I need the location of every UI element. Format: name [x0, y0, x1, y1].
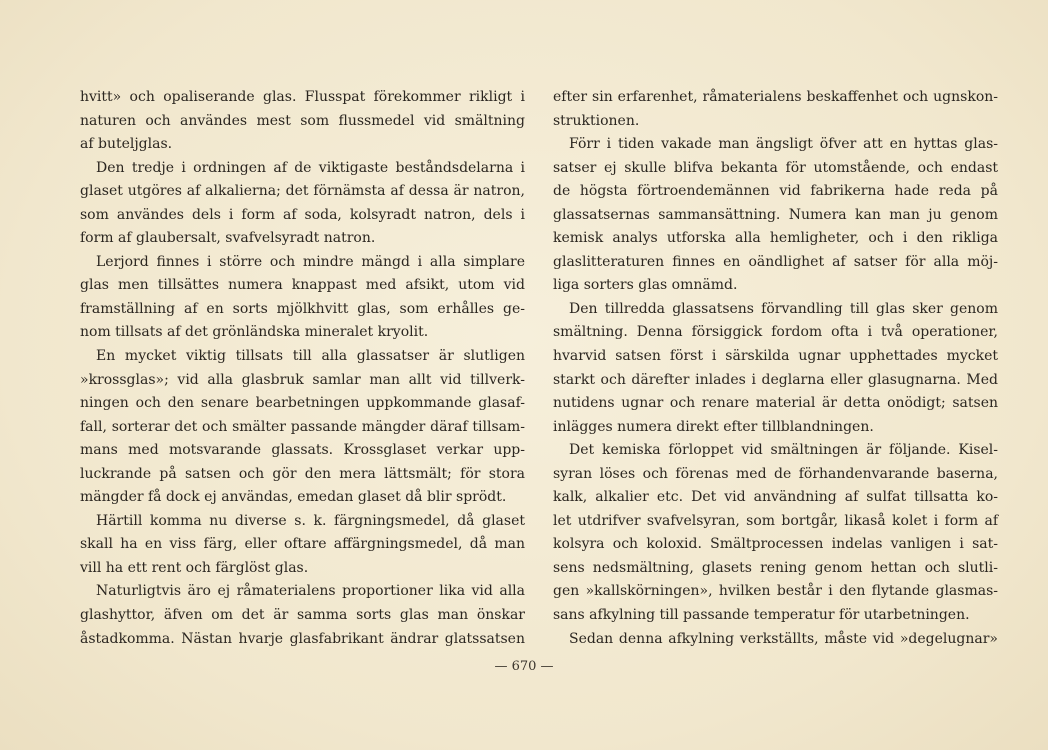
text-line: struktionen.: [553, 112, 640, 129]
text-line: skall ha en viss färg, eller oftare affärgningsmedel, då man: [80, 536, 525, 553]
right-column: [553, 86, 998, 651]
text-line: naturen och användes mest som flussmedel vid smältning: [80, 112, 525, 129]
left-column: [80, 86, 525, 651]
text-line: sans afkylning till passande temperatur för utarbetningen.: [553, 607, 970, 624]
text-line: som användes dels i form af soda, kolsyradt natron, dels i: [80, 206, 525, 223]
text-line: gen »kallskörningen», hvilken består i den flytande glasmas-: [553, 583, 998, 600]
text-line: glaset utgöres af alkalierna; det förnämsta af dessa är natron,: [80, 183, 525, 200]
text-line: fall, sorterar det och smälter passande mängder däraf tillsam-: [80, 418, 525, 435]
text-line: framställning af en sorts mjölkhvitt glas, som erhålles ge-: [80, 300, 525, 317]
text-line: glashyttor, äfven om det är samma sorts glas man önskar: [80, 607, 525, 624]
paragraph: [553, 628, 998, 652]
text-line: inlägges numera direkt efter tillblandningen.: [553, 418, 874, 435]
text-line: starkt och därefter inlades i deglarna eller glasugnarna. Med: [553, 371, 998, 388]
text-line: Lerjord finnes i större och mindre mängd i alla simplare: [96, 253, 525, 270]
text-line: let utdrifver svafvelsyran, som bortgår, likaså kolet i form af: [553, 512, 998, 529]
text-line: satser ej skulle blifva bekanta för utomstående, och endast: [553, 159, 998, 176]
paragraph: [80, 86, 525, 157]
paragraph: [553, 86, 998, 133]
text-line: de högsta förtroendemännen vid fabrikerna hade reda på: [553, 183, 998, 200]
text-line: Sedan denna afkylning verkställts, måste vid »degelugnar»: [569, 630, 998, 647]
text-line: kemisk analys utforska alla hemligheter, och i den rikliga: [553, 230, 998, 247]
paragraph: [80, 580, 525, 651]
text-line: glas men tillsättes numera knappast med afsikt, utom vid: [80, 277, 525, 294]
text-line: Härtill komma nu diverse s. k. färgningsmedel, då glaset: [96, 512, 525, 529]
text-line: Naturligtvis äro ej råmaterialens proportioner lika vid alla: [96, 583, 525, 600]
page-number: — 670 —: [494, 659, 554, 674]
text-line: hvarvid satsen först i särskilda ugnar upphettades mycket: [553, 348, 998, 365]
text-line: mängder få dock ej användas, emedan glaset då blir sprödt.: [80, 489, 507, 506]
text-line: form af glaubersalt, svafvelsyradt natron.: [80, 230, 376, 247]
paragraph: [553, 298, 998, 439]
text-line: sens nedsmältning, glasets rening genom hettan och slutli-: [553, 559, 998, 576]
text-line: kalk, alkalier etc. Det vid användning af sulfat tillsatta ko-: [553, 489, 998, 506]
paragraph: [80, 510, 525, 581]
text-line: Den tillredda glassatsens förvandling till glas sker genom: [569, 300, 998, 317]
text-line: Det kemiska förloppet vid smältningen är följande. Kisel-: [569, 442, 998, 459]
text-line: En mycket viktig tillsats till alla glassatser är slutligen: [96, 348, 525, 365]
paragraph: [553, 133, 998, 298]
text-line: nom tillsats af det grönländska mineralet kryolit.: [80, 324, 429, 341]
text-line: Förr i tiden vakade man ängsligt öfver att en hyttas glas-: [569, 136, 998, 153]
text-line: mans med motsvarande glassats. Krossglaset verkar upp-: [80, 442, 525, 459]
text-line: glassatsernas sammansättning. Numera kan man ju genom: [553, 206, 998, 223]
text-line: Den tredje i ordningen af de viktigaste beståndsdelarna i: [96, 159, 525, 176]
text-line: »krossglas»; vid alla glasbruk samlar man allt vid tillverk-: [80, 371, 525, 388]
text-line: luckrande på satsen och gör den mera lättsmält; för stora: [80, 465, 525, 482]
paragraph: [80, 251, 525, 345]
text-line: smältning. Denna försiggick fordom ofta i två operationer,: [553, 324, 998, 341]
text-line: åstadkomma. Nästan hvarje glasfabrikant ändrar glatssatsen: [80, 630, 525, 647]
text-line: ningen och den senare bearbetningen uppkommande glasaf-: [80, 395, 525, 412]
paragraph: [80, 157, 525, 251]
text-line: af buteljglas.: [80, 136, 173, 153]
text-line: nutidens ugnar och renare material är detta onödigt; satsen: [553, 395, 998, 412]
text-line: efter sin erfarenhet, råmaterialens beskaffenhet och ugnskon-: [553, 89, 998, 105]
paragraph: [553, 439, 998, 627]
text-line: syran löses och förenas med de förhandenvarande baserna,: [553, 465, 998, 482]
text-line: hvitt» och opaliserande glas. Flusspat förekommer rikligt i: [80, 89, 525, 105]
text-line: kolsyra och koloxid. Smältprocessen indelas vanligen i sat-: [553, 536, 998, 553]
text-line: vill ha ett rent och färglöst glas.: [80, 559, 309, 576]
text-line: liga sorters glas omnämd.: [553, 277, 738, 294]
text-line: glaslitteraturen finnes en oändlighet af satser för alla möj-: [553, 253, 998, 270]
paragraph: [80, 345, 525, 510]
